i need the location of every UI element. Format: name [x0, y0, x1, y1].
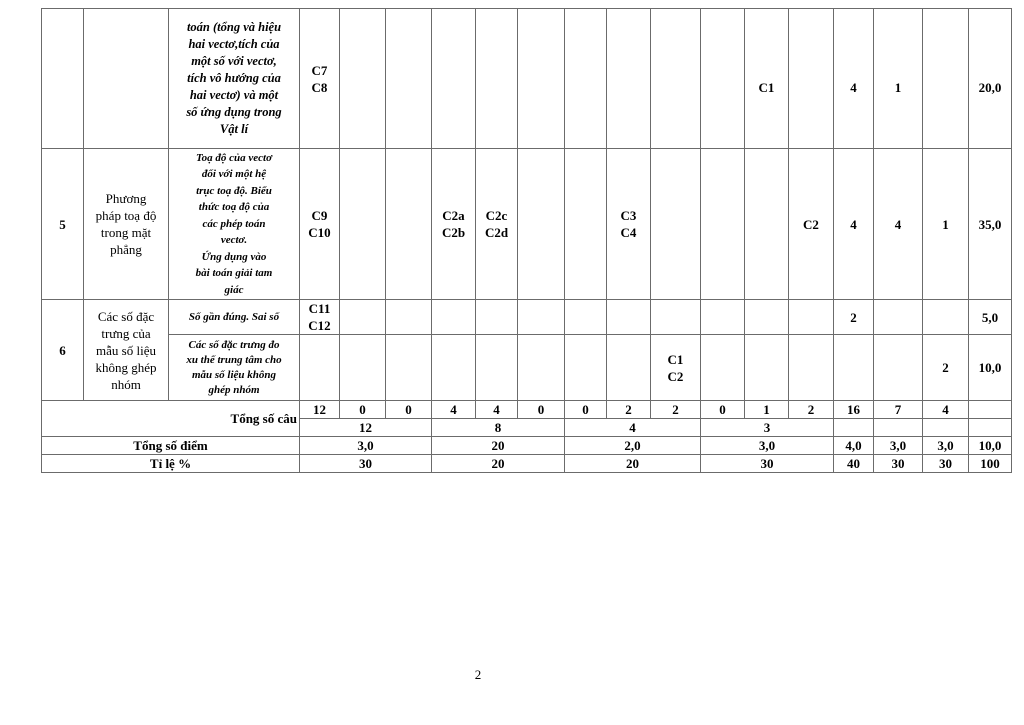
stt-cell: 5 — [42, 149, 84, 300]
empty-cell — [874, 300, 923, 335]
footer-count-cell: 4 — [432, 401, 476, 419]
footer-count-cell: 16 — [834, 401, 874, 419]
empty-cell — [300, 335, 340, 401]
lesson-cell: Toạ độ của vectơ đối với một hệ trục toạ độ. Biểu thức toạ độ của các phép toán vectơ. Ứng dụng vào bài toán giải tam giác — [169, 149, 300, 300]
total-vd-cell: 1 — [923, 149, 969, 300]
group-points-cell: 20 — [432, 437, 565, 455]
assessment-matrix-table — [41, 8, 1012, 149]
points-col-cell: 3,0 — [923, 437, 969, 455]
stt-cell: 6 — [42, 300, 84, 401]
footer-count-cell: 2 — [651, 401, 701, 419]
topic-cell — [84, 9, 169, 149]
table-row-topic-6b — [42, 335, 1012, 401]
topic-cell: Phương pháp toạ độ trong mặt phẳng — [84, 149, 169, 300]
percent-cell: 20,0 — [969, 9, 1012, 149]
footer-percent-row — [42, 455, 1012, 473]
mcq-th-cell — [340, 9, 386, 149]
short-th-cell: C3 C4 — [607, 149, 651, 300]
assessment-matrix-table-continued — [41, 148, 1012, 473]
empty-cell — [386, 300, 432, 335]
essay-th-cell — [745, 149, 789, 300]
empty-cell — [386, 335, 432, 401]
empty-cell — [340, 300, 386, 335]
empty-cell — [432, 300, 476, 335]
empty-cell — [745, 300, 789, 335]
tf-nb-cell — [432, 9, 476, 149]
percent-cell: 5,0 — [969, 300, 1012, 335]
footer-count-cell: 7 — [874, 401, 923, 419]
empty-cell — [874, 419, 923, 437]
empty-cell — [607, 335, 651, 401]
percent-cell: 35,0 — [969, 149, 1012, 300]
points-col-cell: 4,0 — [834, 437, 874, 455]
mcq-th-cell — [340, 149, 386, 300]
group-count-cell: 8 — [432, 419, 565, 437]
empty-cell — [789, 300, 834, 335]
group-count-cell: 3 — [701, 419, 834, 437]
total-nb-cell: 4 — [834, 149, 874, 300]
mcq-vd-cell — [386, 9, 432, 149]
footer-count-cell: 4 — [476, 401, 518, 419]
footer-count-row — [42, 401, 1012, 419]
group-percent-cell: 30 — [701, 455, 834, 473]
empty-cell — [432, 335, 476, 401]
footer-count-cell: 12 — [300, 401, 340, 419]
footer-count-cell: 0 — [340, 401, 386, 419]
points-col-cell: 10,0 — [969, 437, 1012, 455]
essay-vd-cell: C2 — [789, 149, 834, 300]
group-count-cell: 12 — [300, 419, 432, 437]
footer-count-cell: 1 — [745, 401, 789, 419]
tf-th-cell — [476, 9, 518, 149]
mcq-vd-cell — [386, 149, 432, 300]
essay-nb-cell — [701, 149, 745, 300]
empty-cell — [340, 335, 386, 401]
footer-count-cell: 2 — [607, 401, 651, 419]
table-row-topic-4 — [42, 9, 1012, 149]
total-nb-cell: 4 — [834, 9, 874, 149]
total-vd-cell — [923, 9, 969, 149]
empty-cell — [834, 335, 874, 401]
empty-cell — [834, 419, 874, 437]
short-nb-cell — [565, 9, 607, 149]
lesson-cell: toán (tổng và hiệu hai vectơ,tích của một số với vectơ, tích vô hướng của hai vectơ) và một số ứng dụng trong Vật lí — [169, 9, 300, 149]
tf-th-cell: C2c C2d — [476, 149, 518, 300]
percent-label: Tỉ lệ % — [42, 455, 300, 473]
empty-cell — [969, 401, 1012, 419]
empty-cell — [923, 419, 969, 437]
page-number: 2 — [474, 667, 482, 682]
empty-cell — [874, 335, 923, 401]
table-row-topic-5 — [42, 149, 1012, 300]
footer-count-cell: 4 — [923, 401, 969, 419]
mcq-nb-cell: C9 C10 — [300, 149, 340, 300]
group-points-cell: 3,0 — [300, 437, 432, 455]
short-vd-cell — [651, 9, 701, 149]
group-percent-cell: 20 — [565, 455, 701, 473]
group-points-cell: 3,0 — [701, 437, 834, 455]
empty-cell — [969, 419, 1012, 437]
mcq-nb-cell: C7 C8 — [300, 9, 340, 149]
footer-points-row — [42, 437, 1012, 455]
total-questions-label: Tổng số câu — [42, 401, 300, 437]
footer-count-cell: 2 — [789, 401, 834, 419]
points-col-cell: 3,0 — [874, 437, 923, 455]
total-points-label: Tổng số điểm — [42, 437, 300, 455]
group-percent-cell: 30 — [300, 455, 432, 473]
empty-cell — [607, 300, 651, 335]
lesson-cell: Số gần đúng. Sai số — [169, 300, 300, 335]
empty-cell — [923, 300, 969, 335]
tf-vd-cell — [518, 9, 565, 149]
empty-cell — [701, 335, 745, 401]
group-points-cell: 2,0 — [565, 437, 701, 455]
essay-th-cell: C1 — [745, 9, 789, 149]
empty-cell — [745, 335, 789, 401]
lesson-cell: Các số đặc trưng đo xu thế trung tâm cho mẫu số liệu không ghép nhóm — [169, 335, 300, 401]
empty-cell — [518, 300, 565, 335]
percent-col-cell: 30 — [923, 455, 969, 473]
total-th-cell: 4 — [874, 149, 923, 300]
footer-count-cell: 0 — [565, 401, 607, 419]
group-count-cell: 4 — [565, 419, 701, 437]
short-th-cell — [607, 9, 651, 149]
footer-count-cell: 0 — [701, 401, 745, 419]
total-vd-cell: 2 — [923, 335, 969, 401]
short-nb-cell — [565, 149, 607, 300]
empty-cell — [476, 300, 518, 335]
table-row-topic-6a — [42, 300, 1012, 335]
footer-count-cell: 0 — [518, 401, 565, 419]
percent-col-cell: 40 — [834, 455, 874, 473]
percent-col-cell: 100 — [969, 455, 1012, 473]
group-percent-cell: 20 — [432, 455, 565, 473]
empty-cell — [651, 300, 701, 335]
footer-count-cell: 0 — [386, 401, 432, 419]
empty-cell — [789, 335, 834, 401]
empty-cell — [476, 335, 518, 401]
empty-cell — [565, 335, 607, 401]
short-vd-cell: C1 C2 — [651, 335, 701, 401]
empty-cell — [701, 300, 745, 335]
total-nb-cell: 2 — [834, 300, 874, 335]
tf-vd-cell — [518, 149, 565, 300]
percent-cell: 10,0 — [969, 335, 1012, 401]
empty-cell — [565, 300, 607, 335]
total-th-cell: 1 — [874, 9, 923, 149]
essay-nb-cell — [701, 9, 745, 149]
tf-nb-cell: C2a C2b — [432, 149, 476, 300]
stt-cell — [42, 9, 84, 149]
short-vd-cell — [651, 149, 701, 300]
percent-col-cell: 30 — [874, 455, 923, 473]
topic-cell: Các số đặc trưng của mẫu số liệu không ghép nhóm — [84, 300, 169, 401]
mcq-nb-cell: C11 C12 — [300, 300, 340, 335]
essay-vd-cell — [789, 9, 834, 149]
empty-cell — [518, 335, 565, 401]
